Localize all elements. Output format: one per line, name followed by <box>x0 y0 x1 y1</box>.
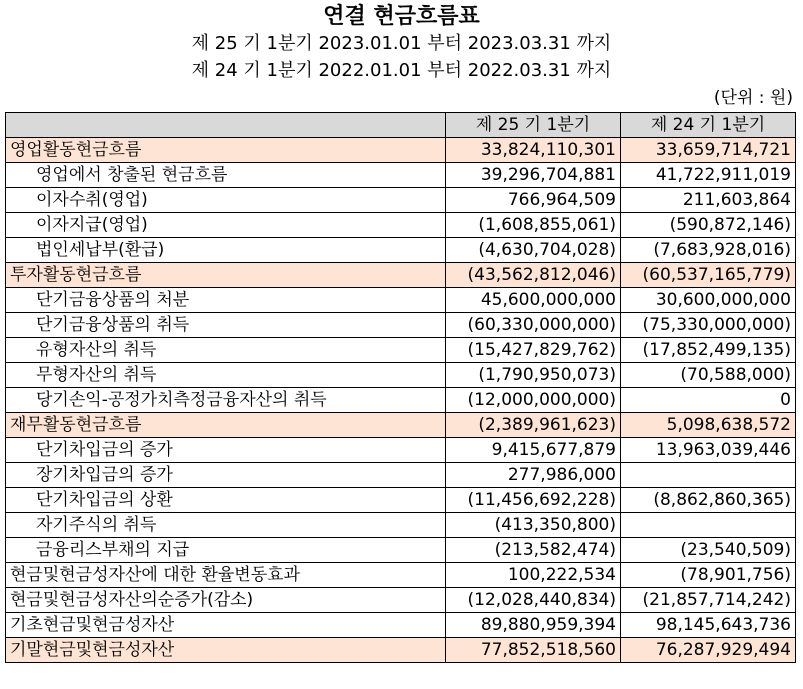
value-prior: (8,862,860,365) <box>621 488 796 513</box>
value-current: 45,600,000,000 <box>446 288 621 313</box>
value-current: (1,608,855,061) <box>446 213 621 238</box>
table-row <box>6 488 796 513</box>
row-label: 기말현금및현금성자산 <box>6 638 446 663</box>
value-prior <box>621 463 796 488</box>
value-current: (12,028,440,834) <box>446 588 621 613</box>
row-label: 투자활동현금흐름 <box>6 263 446 288</box>
value-prior: (7,683,928,016) <box>621 238 796 263</box>
value-prior <box>621 513 796 538</box>
value-current: (43,562,812,046) <box>446 263 621 288</box>
table-row <box>6 513 796 538</box>
table-row <box>6 613 796 638</box>
row-label: 법인세납부(환급) <box>6 238 446 263</box>
table-row <box>6 588 796 613</box>
value-prior: (75,330,000,000) <box>621 313 796 338</box>
value-prior: 98,145,643,736 <box>621 613 796 638</box>
value-current: (60,330,000,000) <box>446 313 621 338</box>
table-row <box>6 438 796 463</box>
table-row <box>6 363 796 388</box>
row-label: 유형자산의 취득 <box>6 338 446 363</box>
row-label: 영업활동현금흐름 <box>6 138 446 163</box>
row-label: 현금및현금성자산에 대한 환율변동효과 <box>6 563 446 588</box>
value-prior: 30,600,000,000 <box>621 288 796 313</box>
statement-title: 연결 현금흐름표 <box>323 4 480 29</box>
table-row <box>6 313 796 338</box>
value-prior: 5,098,638,572 <box>621 413 796 438</box>
value-current: (11,456,692,228) <box>446 488 621 513</box>
value-prior: 33,659,714,721 <box>621 138 796 163</box>
table-row <box>6 138 796 163</box>
cash-flow-table <box>5 112 796 663</box>
table-header-row <box>6 113 796 138</box>
value-current: 33,824,110,301 <box>446 138 621 163</box>
value-current: 766,964,509 <box>446 188 621 213</box>
table-row <box>6 188 796 213</box>
table-body <box>6 138 796 663</box>
value-current: (2,389,961,623) <box>446 413 621 438</box>
value-current: 77,852,518,560 <box>446 638 621 663</box>
period-current: 제 25 기 1분기 2023.01.01 부터 2023.03.31 까지 <box>191 33 612 54</box>
row-label: 무형자산의 취득 <box>6 363 446 388</box>
value-current: 277,986,000 <box>446 463 621 488</box>
table-row <box>6 413 796 438</box>
row-label: 이자지급(영업) <box>6 213 446 238</box>
value-prior: 0 <box>621 388 796 413</box>
row-label: 이자수취(영업) <box>6 188 446 213</box>
value-prior: 211,603,864 <box>621 188 796 213</box>
value-prior: (70,588,000) <box>621 363 796 388</box>
table-row <box>6 238 796 263</box>
table-row <box>6 388 796 413</box>
row-label: 단기금융상품의 처분 <box>6 288 446 313</box>
value-current: (12,000,000,000) <box>446 388 621 413</box>
table-row <box>6 338 796 363</box>
value-prior: (23,540,509) <box>621 538 796 563</box>
value-current: (413,350,800) <box>446 513 621 538</box>
row-label: 단기금융상품의 취득 <box>6 313 446 338</box>
value-current: (1,790,950,073) <box>446 363 621 388</box>
table-row <box>6 538 796 563</box>
table-row <box>6 288 796 313</box>
row-label: 재무활동현금흐름 <box>6 413 446 438</box>
header-label-cell <box>6 113 446 138</box>
value-current: 100,222,534 <box>446 563 621 588</box>
value-prior: (60,537,165,779) <box>621 263 796 288</box>
row-label: 단기차입금의 증가 <box>6 438 446 463</box>
table-row <box>6 213 796 238</box>
row-label: 기초현금및현금성자산 <box>6 613 446 638</box>
header-prior-period: 제 24 기 1분기 <box>621 113 796 138</box>
value-current: (213,582,474) <box>446 538 621 563</box>
table-row <box>6 563 796 588</box>
value-prior: (21,857,714,242) <box>621 588 796 613</box>
value-prior: (590,872,146) <box>621 213 796 238</box>
period-prior: 제 24 기 1분기 2022.01.01 부터 2022.03.31 까지 <box>191 60 612 81</box>
value-prior: 76,287,929,494 <box>621 638 796 663</box>
unit-label: (단위 : 원) <box>713 88 793 108</box>
value-prior: (17,852,499,135) <box>621 338 796 363</box>
row-label: 단기차입금의 상환 <box>6 488 446 513</box>
row-label: 영업에서 창출된 현금흐름 <box>6 163 446 188</box>
table-row <box>6 638 796 663</box>
row-label: 금융리스부채의 지급 <box>6 538 446 563</box>
table-row <box>6 163 796 188</box>
value-current: (4,630,704,028) <box>446 238 621 263</box>
value-prior: (78,901,756) <box>621 563 796 588</box>
value-prior: 41,722,911,019 <box>621 163 796 188</box>
table-row <box>6 463 796 488</box>
header-current-period: 제 25 기 1분기 <box>446 113 621 138</box>
value-current: 39,296,704,881 <box>446 163 621 188</box>
row-label: 장기차입금의 증가 <box>6 463 446 488</box>
value-current: 89,880,959,394 <box>446 613 621 638</box>
value-current: 9,415,677,879 <box>446 438 621 463</box>
row-label: 현금및현금성자산의순증가(감소) <box>6 588 446 613</box>
value-prior: 13,963,039,446 <box>621 438 796 463</box>
row-label: 당기손익-공정가치측정금융자산의 취득 <box>6 388 446 413</box>
value-current: (15,427,829,762) <box>446 338 621 363</box>
table-row <box>6 263 796 288</box>
row-label: 자기주식의 취득 <box>6 513 446 538</box>
